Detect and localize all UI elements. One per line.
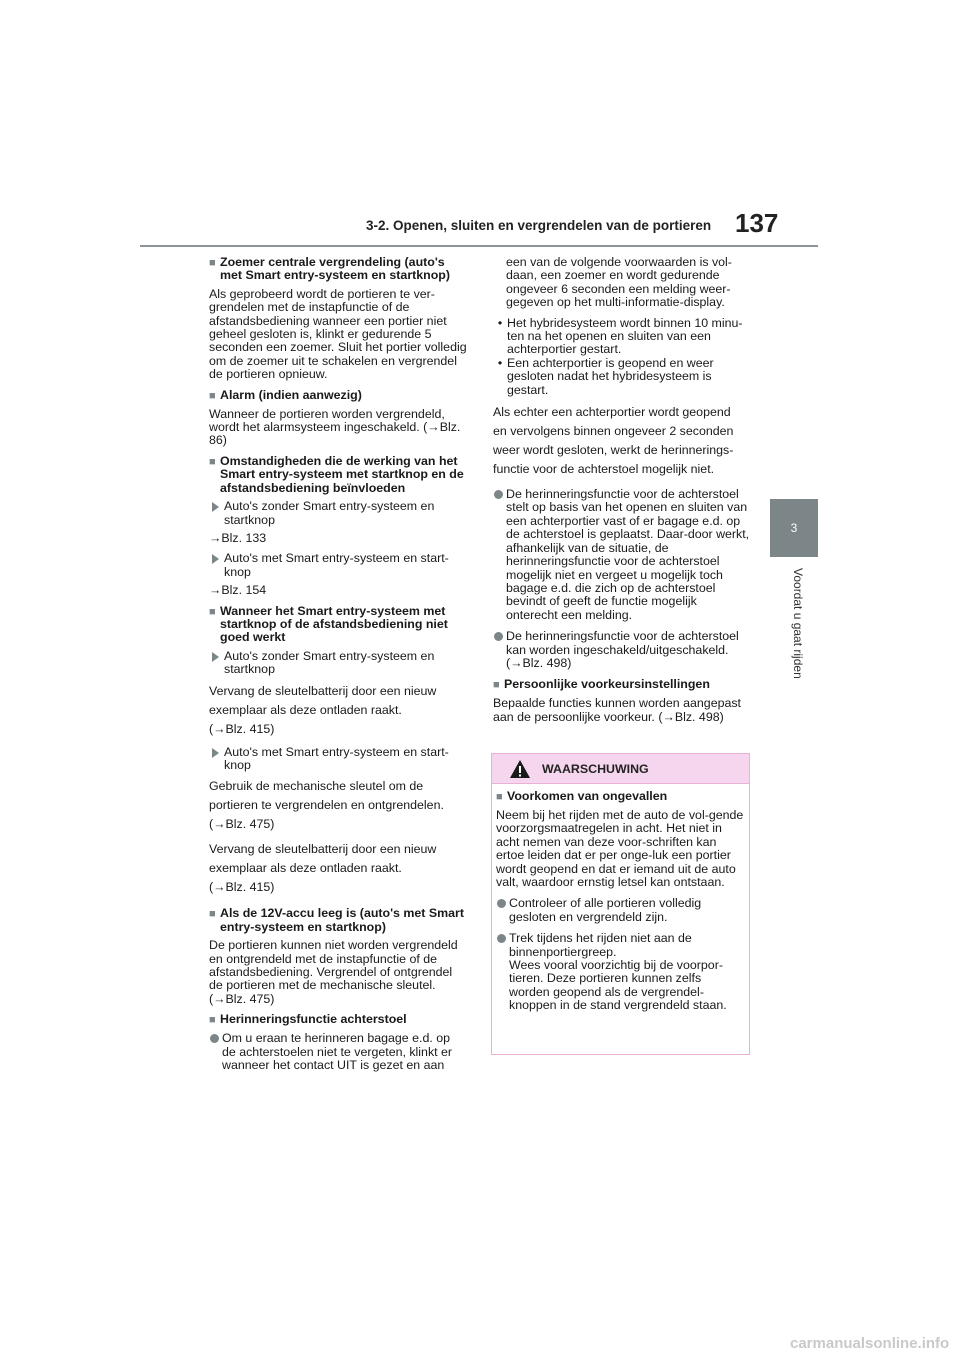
paragraph: Als geprobeerd wordt de portieren te ver-grendelen met de instapfunctie of de afstandsbediening wanneer een portier niet geheel gesloten is, klinkt er gedurende 5 seconden een zoemer. Sluit het portier volledig om de zoemer uit te schakelen en vergrendel de portieren opnieuw. [209, 286, 467, 382]
circle-bullet-icon [209, 1032, 222, 1072]
text-line: Trek tijdens het rijden niet aan de binnenportiergreep. [509, 931, 692, 959]
section-heading: ■ Als de 12V-accu leeg is (auto's met Smart entry-systeem en startknop) [209, 906, 464, 934]
warning-title: WAARSCHUWING [542, 762, 649, 776]
text-line: exemplaar als deze ontladen raakt. [209, 702, 402, 717]
circle-bullet-icon [493, 488, 506, 622]
text-line: Wees vooral voorzichtig bij de voorpor-tieren. Deze portieren kunnen zelfs worden geopend als de vergrendel-knoppen in de stand vergrendeld staan. [509, 958, 727, 1013]
text-line: Vervang de sleutelbatterij door een nieuw [209, 683, 437, 698]
sub-heading: Auto's met Smart entry-systeem en start-knop [209, 746, 467, 773]
list-item: • Het hybridesysteem wordt binnen 10 minu-ten na het openen en sluiten van een achterportier gestart. [493, 317, 751, 357]
triangle-bullet-icon [209, 650, 224, 677]
section-heading: ■ Zoemer centrale vergrendeling (auto's met Smart entry-systeem en startknop) [209, 255, 450, 283]
list-item: De herinneringsfunctie voor de achterstoel kan worden ingeschakeld/uitgeschakeld. (→Blz. 498) [493, 630, 751, 670]
triangle-bullet-icon [209, 552, 224, 579]
triangle-bullet-icon [209, 500, 224, 527]
sub-heading: Auto's met Smart entry-systeem en start-knop [209, 552, 467, 579]
text-line: Gebruik de mechanische sleutel om de [209, 779, 424, 794]
paragraph: De portieren kunnen niet worden vergrendeld en ontgrendeld met de instapfunctie of de afstandsbediening. Vergrendel of ontgrendel de portieren met de mechanische sleutel. (→Blz. 475) [209, 938, 458, 1006]
paragraph: Bepaalde functies kunnen worden aangepast aan de persoonlijke voorkeur. (→Blz. 498) [493, 696, 742, 724]
text-line: functie voor de achterstoel mogelijk niet. [493, 462, 715, 477]
list-item: De herinneringsfunctie voor de achterstoel stelt op basis van het openen en sluiten van een achterportier vast of er bagage e.d. op de achterstoel is geplaatst. Daar-door werkt, afhankelijk van de situatie, de herinneringsfunctie voor de achterstoel mogelijk niet en vergeet u mogelijk toch bagage e.d. die zich op de achterstoel bevindt of geeft de functie mogelijk onterecht een melding. [493, 488, 751, 622]
square-bullet-icon: ■ [209, 455, 216, 468]
square-bullet-icon: ■ [496, 791, 503, 803]
section-heading: ■ Persoonlijke voorkeursinstellingen [493, 677, 710, 692]
triangle-bullet-icon [209, 746, 224, 773]
page-reference[interactable]: (→Blz. 415) [209, 880, 275, 895]
right-column [493, 256, 751, 731]
list-item [496, 932, 745, 1012]
chapter-tab[interactable]: 3 [770, 499, 818, 557]
page-reference[interactable]: →Blz. 154 [209, 583, 267, 598]
circle-bullet-icon [496, 897, 509, 924]
text-line: Vervang de sleutelbatterij door een nieuw [209, 842, 437, 857]
sub-heading: Auto's zonder Smart entry-systeem en startknop [209, 650, 467, 677]
small-bullet-icon: • [497, 355, 503, 370]
section-heading: ■ Herinneringsfunctie achterstoel [209, 1012, 407, 1027]
text-line: weer wordt gesloten, werkt de herinnerings- [493, 443, 734, 458]
watermark: carmanualsonline.info [790, 1335, 950, 1352]
text-line: portieren te vergrendelen en ontgrendelen. [209, 798, 444, 813]
paragraph: Neem bij het rijden met de auto de vol-gende voorzorgsmaatregelen in acht. Het niet in acht nemen van deze voor-schriften kan ertoe leiden dat er per onge-luk een portier wordt geopend en dat er iemand uit de auto valt, waardoor ernstig letsel kan ontstaan. [496, 808, 744, 890]
page-reference[interactable]: (→Blz. 475) [209, 817, 275, 832]
chapter-label: Voordat u gaat rijden [791, 568, 805, 679]
small-bullet-icon: • [497, 315, 503, 330]
circle-bullet-icon [496, 932, 509, 1012]
paragraph: een van de volgende voorwaarden is vol-daan, een zoemer en wordt gedurende ongeveer 6 seconden een melding weer-gegeven op het multi-informatie-display. [506, 255, 732, 310]
section-heading: ■ Wanneer het Smart entry-systeem met startknop of de afstandsbediening niet goed werkt [209, 603, 448, 645]
list-item: Controleer of alle portieren volledig gesloten en vergrendeld zijn. [496, 897, 745, 924]
text-line: exemplaar als deze ontladen raakt. [209, 861, 402, 876]
header-divider [140, 245, 818, 247]
square-bullet-icon: ■ [209, 389, 216, 402]
square-bullet-icon: ■ [209, 257, 216, 269]
warning-heading: ■ Voorkomen van ongevallen [496, 789, 668, 803]
text-line: en vervolgens binnen ongeveer 2 seconden [493, 424, 734, 439]
square-bullet-icon: ■ [209, 1014, 216, 1027]
warning-header [492, 754, 749, 784]
sub-heading: Auto's zonder Smart entry-systeem en startknop [209, 500, 467, 527]
section-title: 3-2. Openen, sluiten en vergrendelen van de portieren [366, 218, 712, 233]
warning-triangle-icon [509, 759, 531, 779]
square-bullet-icon: ■ [209, 605, 216, 618]
page-reference[interactable]: →Blz. 133 [209, 530, 267, 545]
left-column [209, 256, 467, 1077]
warning-box [491, 753, 750, 1055]
list-item: • Een achterportier is geopend en weer gesloten nadat het hybridesysteem is gestart. [493, 357, 751, 397]
paragraph: Wanneer de portieren worden vergrendeld, wordt het alarmsysteem ingeschakeld. (→Blz. 86) [209, 406, 461, 448]
section-heading: ■ Alarm (indien aanwezig) [209, 387, 362, 402]
warning-body [492, 784, 749, 1013]
text-line: Als echter een achterportier wordt geopend [493, 405, 731, 420]
page-number: 137 [735, 208, 779, 238]
square-bullet-icon: ■ [493, 679, 500, 692]
circle-bullet-icon [493, 630, 506, 670]
page-reference[interactable]: (→Blz. 415) [209, 721, 275, 736]
square-bullet-icon: ■ [209, 908, 216, 921]
list-item: Om u eraan te herinneren bagage e.d. op de achterstoelen niet te vergeten, klinkt er wanneer het contact UIT is gezet en aan [209, 1032, 467, 1072]
section-heading: ■ Omstandigheden die de werking van het Smart entry-systeem met startknop en de afstandsbediening beïnvloeden [209, 453, 464, 495]
